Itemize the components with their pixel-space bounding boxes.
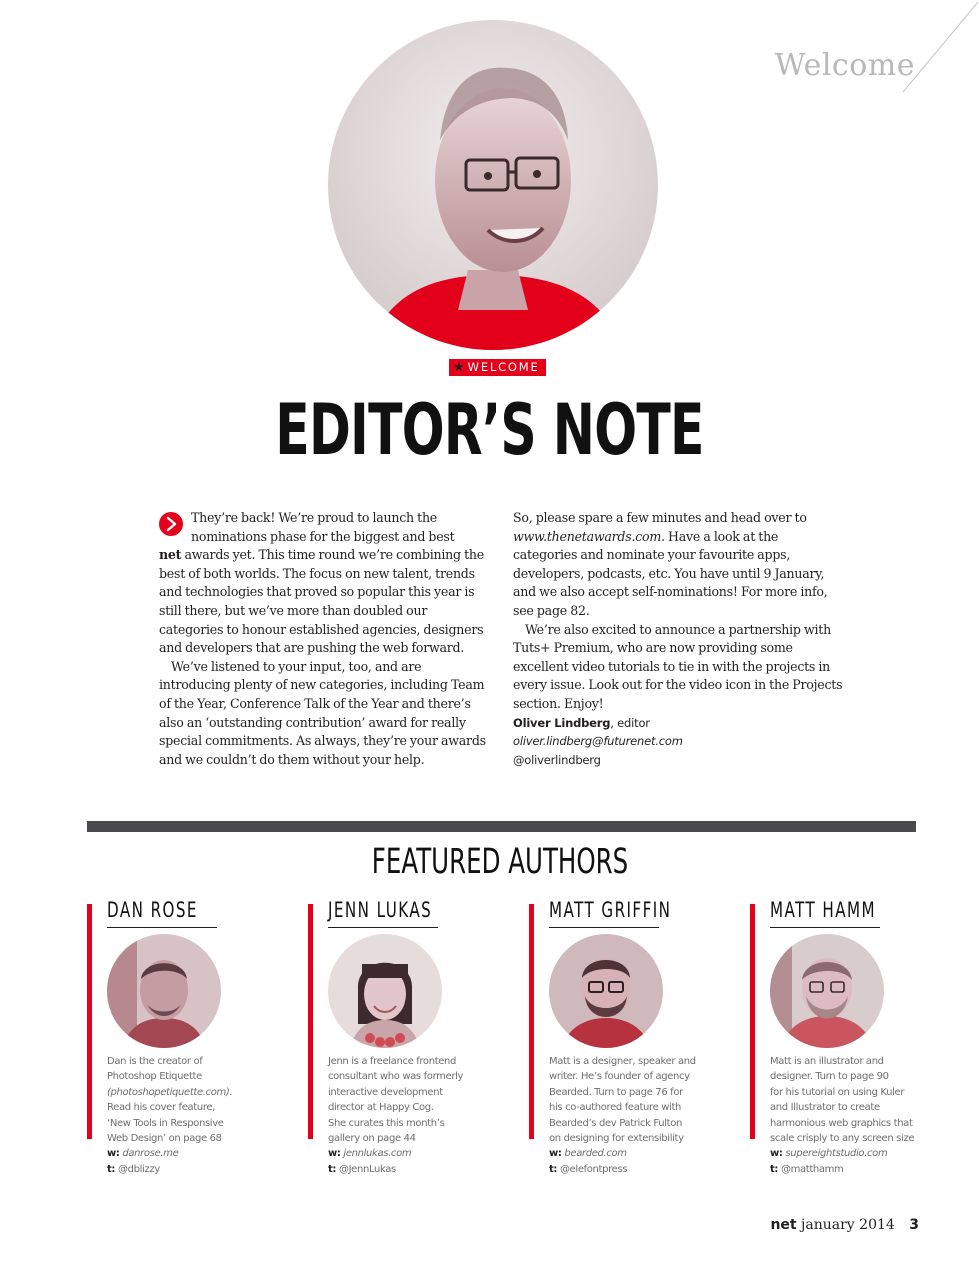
article-text: So, please spare a few minutes and head over to — [513, 510, 807, 525]
twitter-label: t: — [107, 1163, 116, 1175]
bio-line: harmonious web graphics that — [770, 1117, 913, 1129]
bio-line: Jenn is a freelance frontend — [328, 1056, 457, 1067]
author-twitter-link[interactable]: @matthamm — [780, 1163, 844, 1175]
author-accent-bar — [750, 904, 755, 1139]
twitter-label: t: — [549, 1163, 558, 1175]
author-card — [308, 896, 508, 1186]
bio-line: Bearded. Turn to page 76 for — [549, 1086, 683, 1098]
author-bio — [107, 1054, 282, 1177]
bio-line: interactive development — [328, 1086, 443, 1098]
bio-line: She curates this month’s — [328, 1117, 445, 1129]
author-twitter-link[interactable]: @JennLukas — [338, 1163, 396, 1175]
article-column-left — [159, 509, 491, 769]
author-accent-bar — [87, 904, 92, 1139]
author-website-link[interactable]: supereightstudio.com — [785, 1148, 888, 1160]
bio-line: Web Design’ on page 68 — [107, 1133, 222, 1145]
author-website-link[interactable]: jennlukas.com — [343, 1148, 412, 1160]
article-paragraph: We’re also excited to announce a partnership with Tuts+ Premium, who are now providing some excellent video tutorials to tie in with the projects in every issue. Look out for the video icon in the Projects section. Enjoy! — [513, 621, 843, 711]
bio-line: on designing for extensibility — [549, 1133, 684, 1145]
article-text: . Have a look at the categories and nominate your favourite apps, developers, podcasts, etc. You have until 9 January, and we also accept self-nominations! For more info, see page 82. — [513, 528, 828, 618]
author-photo — [328, 934, 442, 1048]
author-photo — [770, 934, 884, 1048]
article-column-right — [513, 509, 845, 714]
bio-line: gallery on page 44 — [328, 1133, 416, 1145]
name-underline — [107, 927, 217, 928]
bio-line: Matt is an illustrator and — [770, 1056, 884, 1067]
author-bio — [328, 1054, 503, 1177]
page-title: EDITOR’S NOTE — [275, 389, 704, 471]
editor-portrait — [328, 20, 658, 350]
name-underline — [770, 927, 880, 928]
author-name: MATT GRIFFIN — [549, 898, 672, 922]
bio-line: ‘New Tools in Responsive — [107, 1117, 224, 1129]
author-accent-bar — [529, 904, 534, 1139]
editor-role: , editor — [610, 716, 650, 730]
bio-line: writer. He’s founder of agency — [549, 1071, 690, 1083]
page-footer — [770, 1217, 919, 1233]
section-tag-label: WELCOME — [467, 360, 540, 374]
twitter-label: t: — [328, 1163, 337, 1175]
editor-twitter[interactable]: @oliverlindberg — [513, 752, 601, 767]
author-card — [529, 896, 729, 1186]
section-label: Welcome — [774, 48, 915, 83]
editor-name: Oliver Lindberg — [513, 716, 611, 730]
author-website-link[interactable]: danrose.me — [122, 1148, 179, 1160]
bio-line: scale crisply to any screen size — [770, 1133, 915, 1145]
author-card — [750, 896, 950, 1186]
editor-signature — [513, 714, 845, 769]
page-number: 3 — [909, 1217, 919, 1233]
article-paragraph — [513, 509, 845, 621]
bio-line: Photoshop Etiquette — [107, 1071, 202, 1083]
name-underline — [549, 927, 659, 928]
bio-line: his co-authored feature with — [549, 1102, 682, 1114]
web-label: w: — [107, 1148, 120, 1160]
bio-line: (photoshopetiquette.com). — [107, 1086, 233, 1098]
author-bio — [549, 1054, 724, 1177]
author-photo — [107, 934, 221, 1048]
author-photo — [549, 934, 663, 1048]
author-name: MATT HAMM — [770, 898, 876, 922]
web-label: w: — [770, 1148, 783, 1160]
editor-email[interactable]: oliver.lindberg@futurenet.com — [513, 734, 683, 749]
author-name: DAN ROSE — [107, 898, 198, 922]
author-website-link[interactable]: bearded.com — [564, 1148, 627, 1160]
twitter-label: t: — [770, 1163, 779, 1175]
bio-line: Dan is the creator of — [107, 1056, 203, 1067]
author-card — [87, 896, 287, 1186]
name-underline — [328, 927, 438, 928]
article-paragraph: We’ve listened to your input, too, and are introducing plenty of new categories, including Team of the Year, Conference Talk of the Year and there’s also an ‘outstanding contribution’ award for really special commitments. As always, they’re your awards and we couldn’t do them without your help. — [159, 658, 486, 767]
awards-link[interactable]: www.thenetawards.com — [513, 528, 662, 544]
bio-line: Bearded’s dev Patrick Fulton — [549, 1117, 682, 1129]
bio-line: designer. Turn to page 90 — [770, 1071, 889, 1083]
bio-line: for his tutorial on using Kuler — [770, 1086, 905, 1098]
bio-line: Read his cover feature, — [107, 1102, 216, 1114]
author-twitter-link[interactable]: @elefontpress — [559, 1163, 628, 1175]
footer-brand: net — [770, 1217, 797, 1233]
author-twitter-link[interactable]: @dblizzy — [117, 1163, 160, 1175]
brand-inline: net — [159, 547, 182, 563]
featured-authors-title: FEATURED AUTHORS — [371, 842, 629, 882]
author-accent-bar — [308, 904, 313, 1139]
bio-line: Matt is a designer, speaker and — [549, 1056, 696, 1067]
author-name: JENN LUKAS — [328, 898, 433, 922]
section-divider — [87, 821, 916, 832]
article-text: awards yet. This time round we’re combining the best of both worlds. The focus on new talent, trends and technologies that proved so popular this year is still there, but we’ve more than doubled our categories to honour established agencies, designers and developers that are pushing the web forward. — [159, 547, 484, 656]
star-icon: ★ — [453, 360, 465, 375]
bio-line: director at Happy Cog. — [328, 1102, 434, 1114]
article-paragraph: They’re back! We’re proud to launch the nominations phase for the biggest and best net awards yet. This time round we’re combining the best of both worlds. The focus on new talent, trends and technologies that proved so popular this year is still there, but we’ve more than doubled our categories to honour established agencies, designers and developers that are pushing the web forward. — [159, 510, 484, 656]
author-bio — [770, 1054, 945, 1177]
bio-line: consultant who was formerly — [328, 1071, 464, 1083]
web-label: w: — [549, 1148, 562, 1160]
bio-line: and Illustrator to create — [770, 1102, 880, 1114]
web-label: w: — [328, 1148, 341, 1160]
section-tag — [449, 359, 546, 376]
footer-issue: january 2014 — [801, 1217, 895, 1233]
